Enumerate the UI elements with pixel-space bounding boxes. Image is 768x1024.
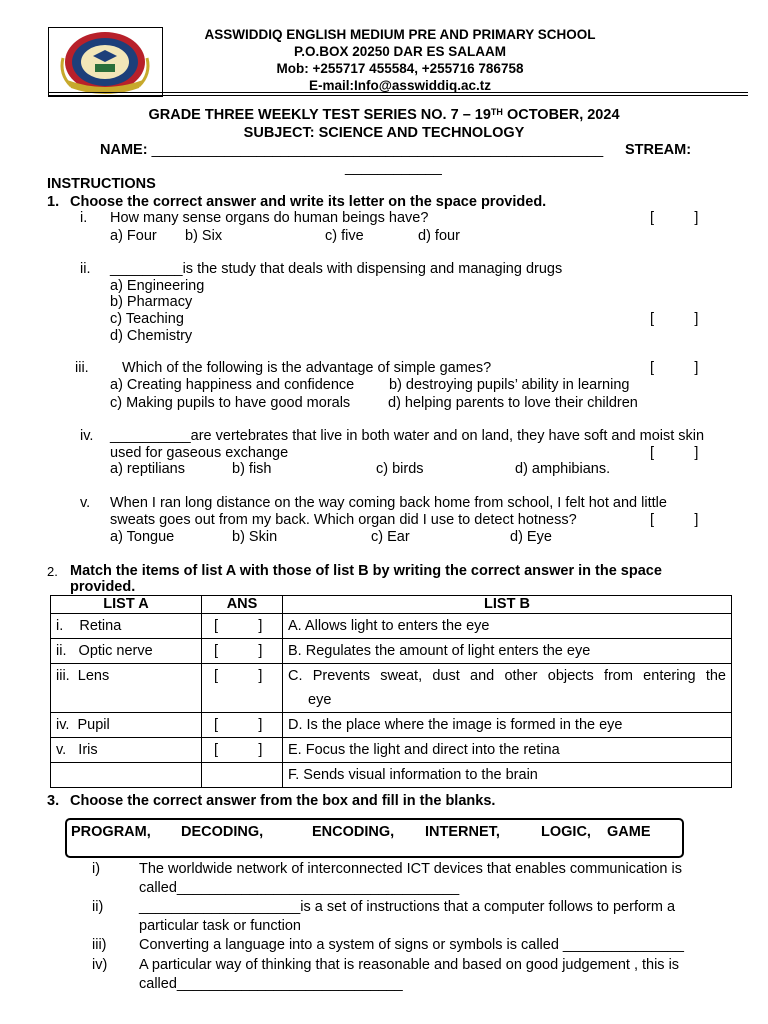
fill-q2-text-cont: particular task or function [139,918,301,934]
section2-number: 2. [47,564,58,579]
list-b-item: B. Regulates the amount of light enters the eye [283,639,732,664]
answer-bracket[interactable]: [ ] [202,713,283,738]
q1-option-c: c) five [325,228,364,244]
q4-option-c: c) birds [376,461,424,477]
q3-option-a: a) Creating happiness and confidence [110,377,355,393]
list-b-item: F. Sends visual information to the brain [283,763,732,788]
list-a-item [51,763,202,788]
q5-option-d: d) Eye [510,529,552,545]
q1-option-d: d) four [418,228,460,244]
school-logo [49,28,162,96]
q4-option-b: b) fish [232,461,272,477]
q4-option-a: a) reptilians [110,461,185,477]
table-row [51,738,732,763]
q5-option-a: a) Tongue [110,529,175,545]
table-row [51,763,732,788]
school-mobile: Mob: +255717 455584, +255716 786758 [276,61,524,76]
fill-q4-number: iv) [92,957,108,973]
stream-label: STREAM: [625,142,692,158]
q4-number: iv. [80,428,94,444]
word-bank-item: DECODING, [181,824,264,840]
q2-option-c: c) Teaching [110,311,184,327]
q1-answer-bracket[interactable]: [ ] [650,210,699,226]
name-field[interactable]: NAME: ________________________________________________________ [100,142,604,158]
q3-answer-bracket[interactable]: [ ] [650,360,699,376]
section3-number: 3. [47,793,60,809]
q5-text-cont: sweats goes out from my back. Which organ did I use to detect hotness? [110,512,577,528]
q4-text-cont: used for gaseous exchange [110,445,289,461]
q5-option-c: c) Ear [371,529,410,545]
table-row [51,614,732,639]
subject-title: SUBJECT: SCIENCE AND TECHNOLOGY [243,125,525,141]
word-bank-box [65,818,684,858]
q1-text: How many sense organs do human beings have? [110,210,429,226]
q4-answer-bracket[interactable]: [ ] [650,445,699,461]
q5-answer-bracket[interactable]: [ ] [650,512,699,528]
list-b-item: E. Focus the light and direct into the retina [283,738,732,763]
q2-answer-bracket[interactable]: [ ] [650,311,699,327]
q2-option-a: a) Engineering [110,278,205,294]
fill-q1-text: The worldwide network of interconnected ICT devices that enables communication is [139,861,682,877]
answer-bracket[interactable]: [ ] [202,664,283,713]
fill-q2-number: ii) [92,899,104,915]
word-bank-item: GAME [607,824,651,840]
fill-q1-blank[interactable]: called___________________________________ [139,880,460,896]
list-b-item-line1: C. Prevents sweat, dust and other objects from entering the [288,668,726,684]
matching-table [50,595,732,788]
q5-option-b: b) Skin [232,529,278,545]
q3-option-c: c) Making pupils to have good morals [110,395,351,411]
table-row [51,639,732,664]
stream-field[interactable]: ____________ [345,160,442,176]
instructions-heading: INSTRUCTIONS [47,176,156,192]
answer-bracket[interactable]: [ ] [202,614,283,639]
q3-text: Which of the following is the advantage of simple games? [122,360,492,376]
q3-option-d: d) helping parents to love their children [388,395,638,411]
list-a-item: v. Iris [51,738,202,763]
fill-q3-number: iii) [92,937,107,953]
table-row [51,713,732,738]
school-name: ASSWIDDIQ ENGLISH MEDIUM PRE AND PRIMARY SCHOOL [204,27,596,42]
list-b-item-line2: eye [308,692,332,708]
word-bank-item: LOGIC, [541,824,591,840]
header-list-b: LIST B [283,596,732,614]
q4-option-d: d) amphibians. [515,461,611,477]
list-a-item: iii. Lens [51,664,202,713]
q5-text: When I ran long distance on the way coming back home from school, I felt hot and little [110,495,667,511]
q2-number: ii. [80,261,91,277]
q2-option-d: d) Chemistry [110,328,193,344]
list-b-item: A. Allows light to enters the eye [283,614,732,639]
q1-option-a: a) Four [110,228,157,244]
logo-frame [48,27,163,97]
table-header-row [51,596,732,614]
q4-text: __________are vertebrates that live in both water and on land, they have soft and moist skin [110,428,705,444]
answer-cell-empty [202,763,283,788]
q3-option-b: b) destroying pupils’ ability in learning [389,377,630,393]
section3-instruction: Choose the correct answer from the box and fill in the blanks. [70,793,496,809]
q1-option-b: b) Six [185,228,223,244]
section1-number: 1. [47,194,60,210]
section2-instruction: Match the items of list A with those of list B by writing the correct answer in the space [70,563,662,579]
section2-instruction-cont: provided. [70,579,136,595]
word-bank-item: ENCODING, [312,824,395,840]
q1-number: i. [80,210,88,226]
fill-q3-text[interactable]: Converting a language into a system of signs or symbols is called _______________ [139,937,684,953]
header-rule-bottom [48,95,748,96]
school-header [180,26,620,94]
fill-q4-blank[interactable]: called____________________________ [139,976,403,992]
q5-number: v. [80,495,91,511]
answer-bracket[interactable]: [ ] [202,639,283,664]
list-a-item: ii. Optic nerve [51,639,202,664]
header-list-a: LIST A [51,596,202,614]
test-title: GRADE THREE WEEKLY TEST SERIES NO. 7 – 19TH OCTOBER, 2024 [148,107,620,123]
list-b-item: D. Is the place where the image is formed in the eye [283,713,732,738]
header-rule-top [48,92,748,93]
fill-q1-number: i) [92,861,101,877]
word-bank-item: INTERNET, [425,824,500,840]
header-ans: ANS [202,596,283,614]
fill-q2-text[interactable]: ____________________is a set of instructions that a computer follows to perform a [139,899,676,915]
answer-bracket[interactable]: [ ] [202,738,283,763]
list-a-item: iv. Pupil [51,713,202,738]
section1-instruction: Choose the correct answer and write its letter on the space provided. [70,194,547,210]
school-email: E-mail:Info@asswiddiq.ac.tz [309,78,491,93]
table-row [51,664,732,713]
fill-q4-text: A particular way of thinking that is reasonable and based on good judgement , this is [139,957,680,973]
q3-number: iii. [75,360,89,376]
list-a-item: i. Retina [51,614,202,639]
q2-option-b: b) Pharmacy [110,294,193,310]
word-bank-item: PROGRAM, [71,824,151,840]
list-b-item [283,664,732,713]
school-pobox: P.O.BOX 20250 DAR ES SALAAM [293,44,507,59]
q2-text: _________is the study that deals with dispensing and managing drugs [110,261,563,277]
